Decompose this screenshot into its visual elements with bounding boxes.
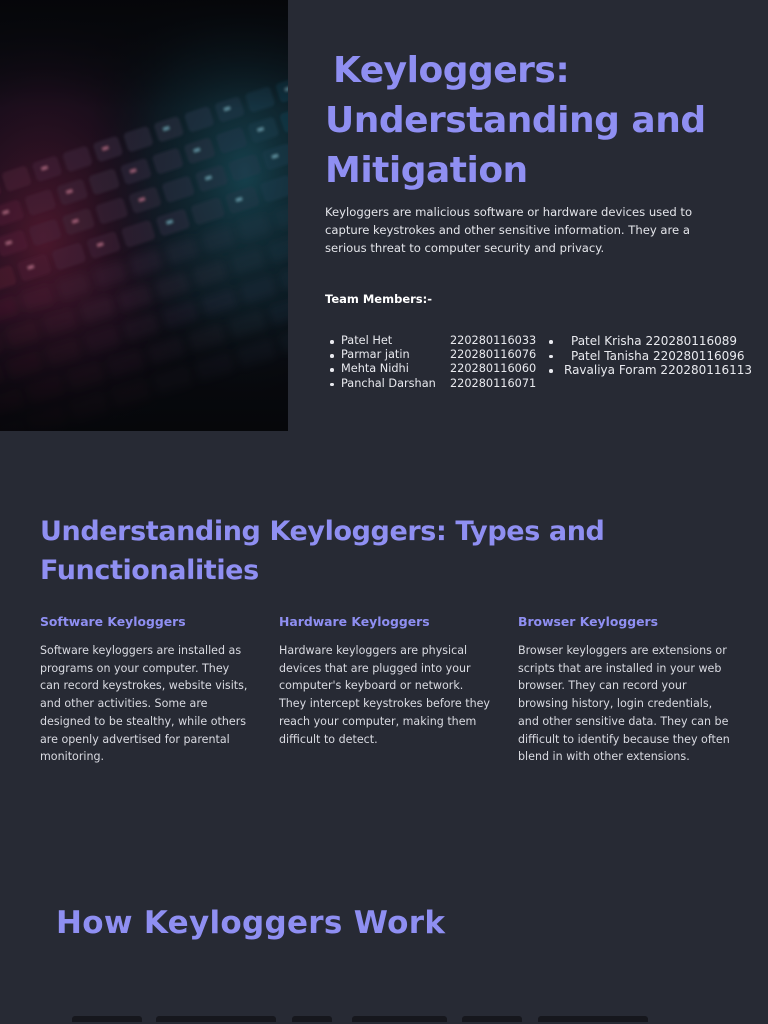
intro-paragraph: Keyloggers are malicious software or hardware devices used to capture keystrokes and other sensitive information. They are a serious threat to computer security and privacy. [325, 205, 693, 255]
team-member-name: Mehta Nidhi [341, 362, 409, 376]
team-members-list-right [548, 334, 752, 378]
team-member-id: 220280116060 [450, 362, 537, 376]
card-heading: Software Keyloggers [40, 614, 186, 629]
team-member-item [329, 377, 556, 391]
software-keyloggers-card [40, 612, 252, 766]
team-member-id: 220280116033 [450, 334, 537, 347]
page-title-line: Understanding and [325, 100, 706, 141]
team-member-item: Ravaliya Foram 220280116113 [548, 363, 752, 378]
card-heading: Browser Keyloggers [518, 614, 658, 629]
page-title [325, 46, 745, 196]
team-member-item [329, 362, 556, 376]
card-body: Software keyloggers are installed as programs on your computer. They can record keystrokes, website visits, and other activities. Some are designed to be stealthy, while others are openly advertised for parental monitoring. [40, 644, 248, 764]
page-title-line: Keyloggers: [333, 50, 570, 91]
team-member-name: Patel Het [341, 334, 393, 347]
card-heading: Hardware Keyloggers [279, 614, 430, 629]
page-title-line: Mitigation [325, 150, 528, 191]
cut-off-text-line [52, 1016, 672, 1024]
team-member-id: 220280116076 [450, 348, 537, 362]
browser-keyloggers-card [518, 612, 730, 766]
team-member-item: Patel Krisha 220280116089 [548, 334, 752, 349]
team-member-name: Parmar jatin [341, 348, 410, 362]
team-member-item: Patel Tanisha 220280116096 [548, 349, 752, 364]
card-body: Hardware keyloggers are physical devices that are plugged into your computer's keyboard or network. They intercept keystrokes before they reach your computer, making them difficult to detect. [279, 644, 490, 746]
card-body: Browser keyloggers are extensions or scripts that are installed in your web browser. They can record your browsing history, login credentials, and other sensitive data. They can be difficult to identify because they often blend in with other extensions. [518, 644, 730, 764]
team-member-id: 220280116071 [450, 376, 537, 390]
hardware-keyloggers-card [279, 612, 491, 748]
types-section-title [40, 512, 640, 590]
hero-keyboard-image [0, 0, 288, 431]
how-keyloggers-work-title: How Keyloggers Work [56, 905, 446, 941]
team-member-name: Panchal Darshan [341, 376, 436, 390]
types-section-title-line: Functionalities [40, 555, 259, 586]
types-section-title-line: Understanding Keyloggers: Types and [40, 516, 605, 547]
team-member-item [329, 334, 556, 348]
team-members-heading: Team Members:- [325, 292, 433, 306]
team-member-item [329, 348, 556, 362]
team-members-list-left [329, 334, 556, 391]
